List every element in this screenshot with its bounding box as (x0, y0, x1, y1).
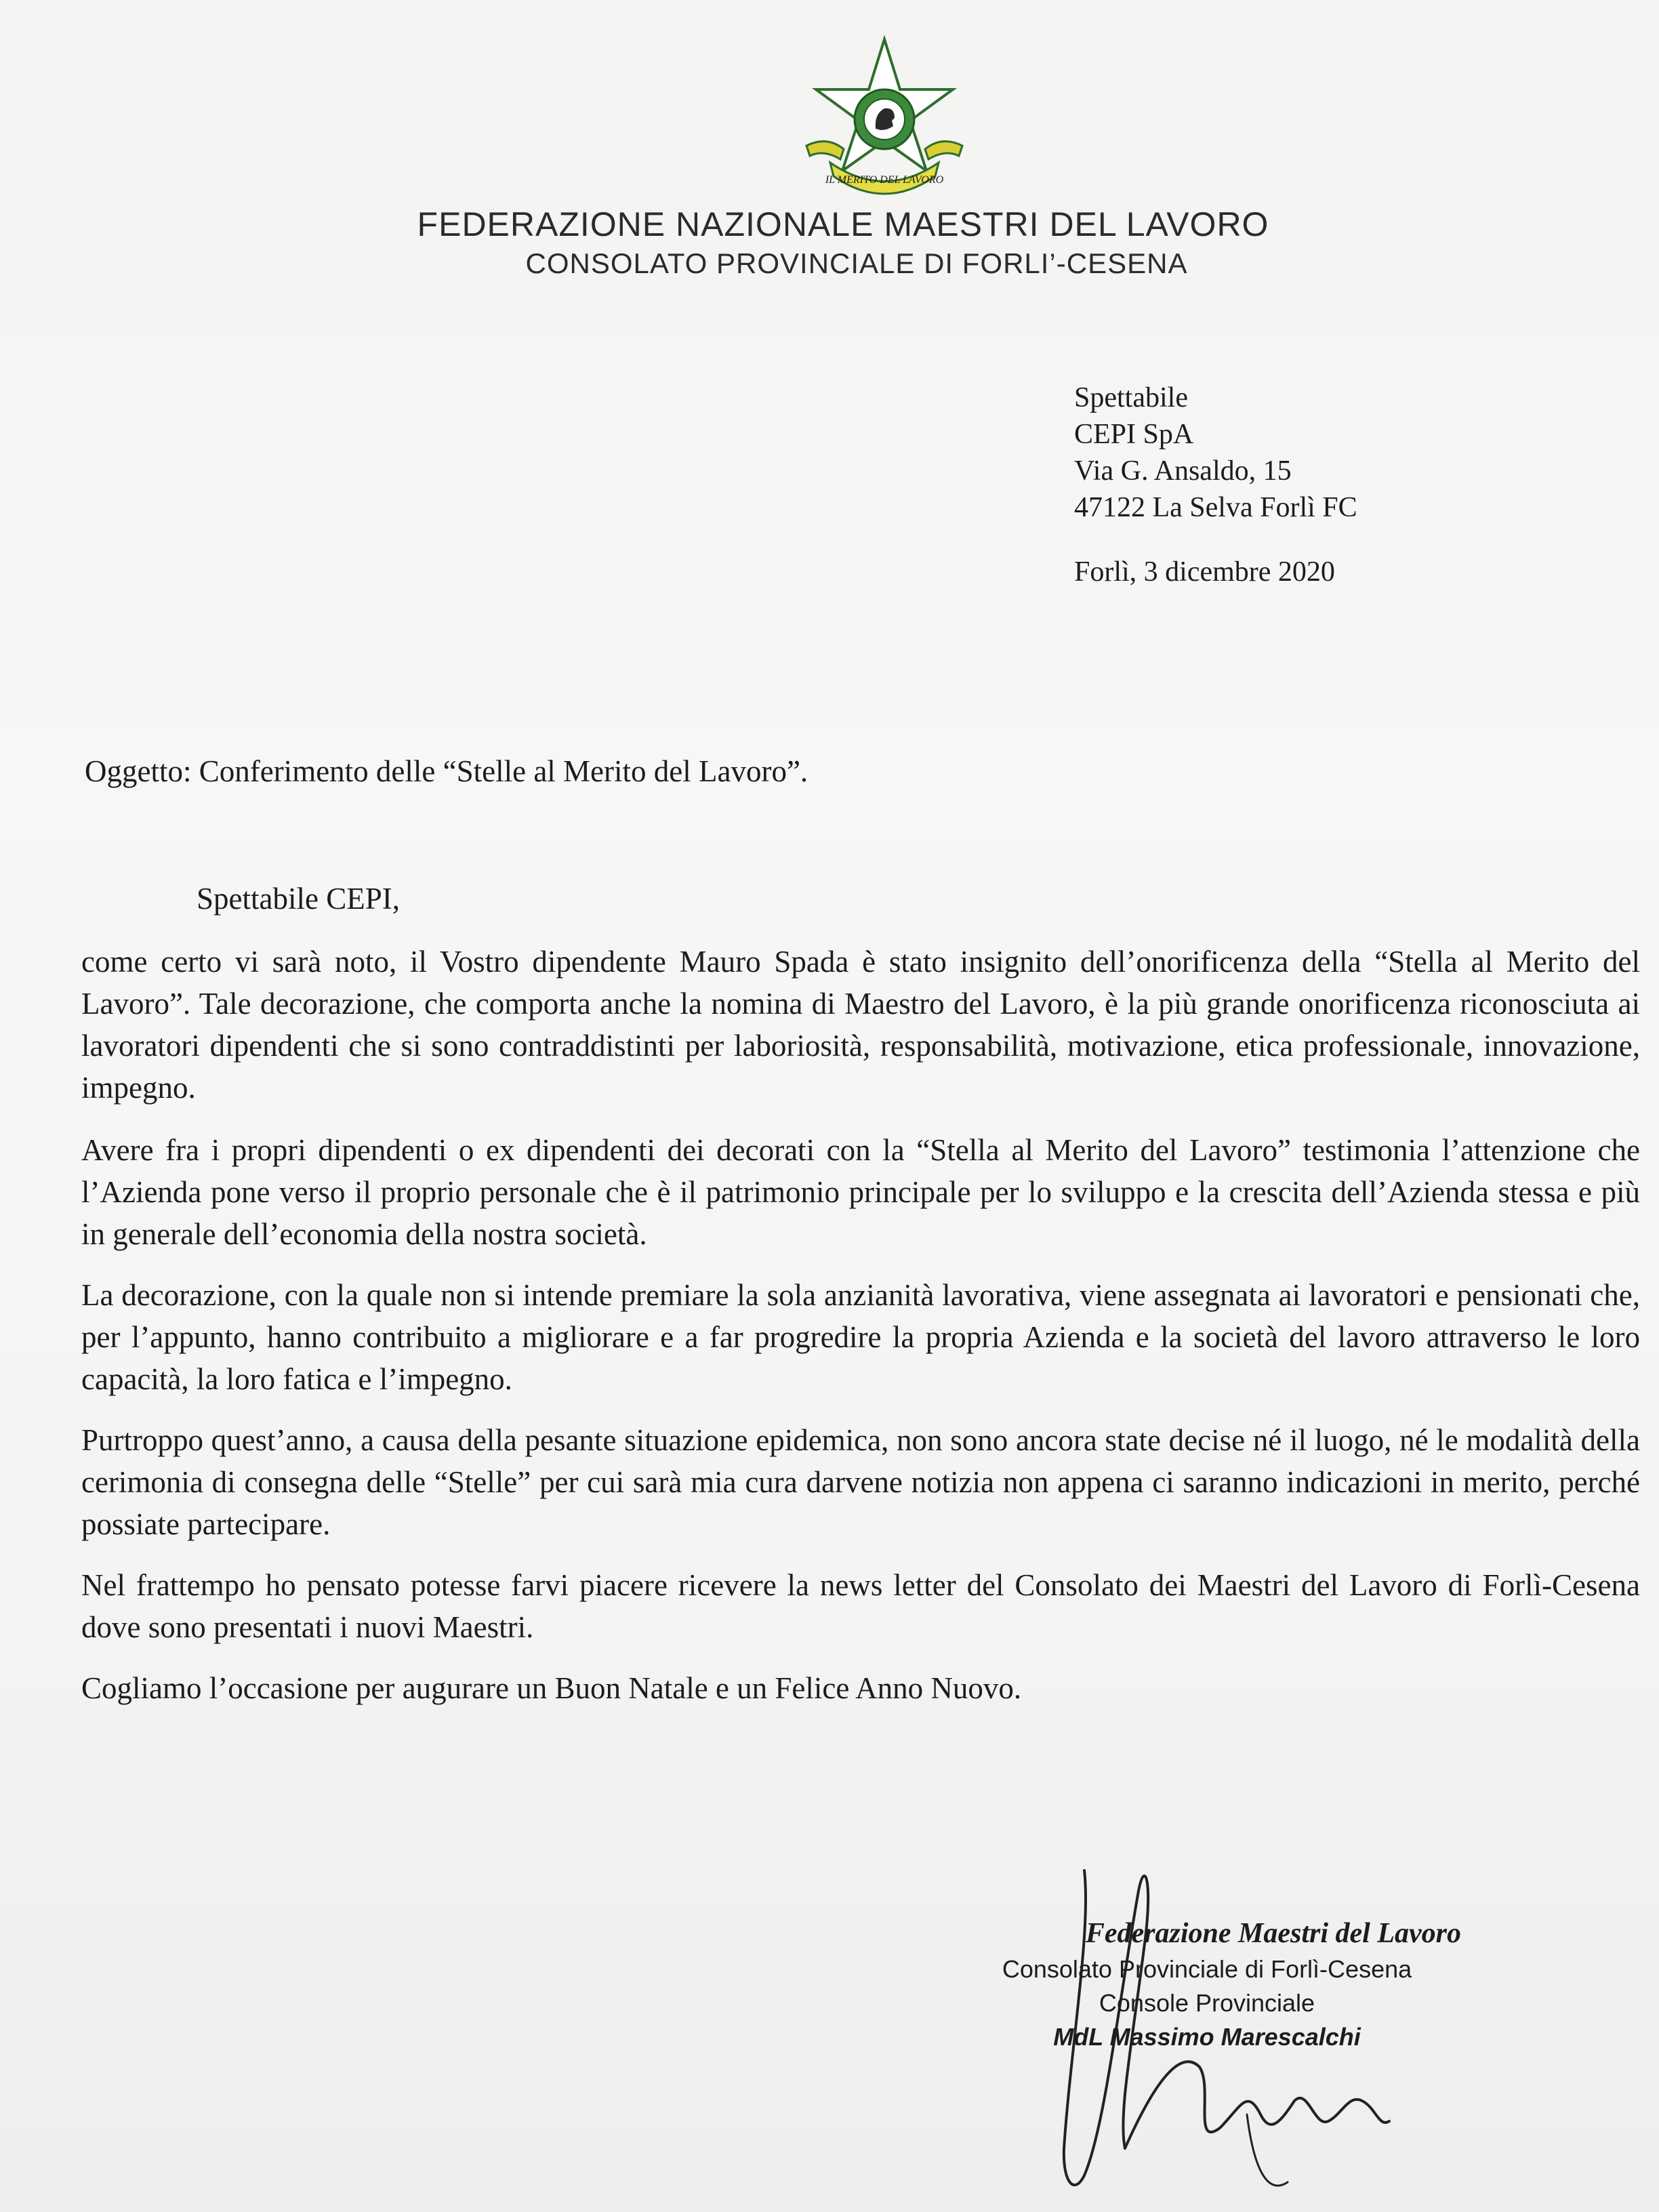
svg-text:IL MERITO DEL LAVORO: IL MERITO DEL LAVORO (825, 174, 944, 186)
body-paragraph: Nel frattempo ho pensato potesse farvi piacere ricevere la news letter del Consolato dei Maestri del Lavoro di Forlì-Cesena dove sono presentati i nuovi Maestri. (81, 1568, 1640, 1644)
star-emblem-icon (786, 34, 983, 203)
body-paragraph: La decorazione, con la quale non si intende premiare la sola anzianità lavorativa, viene assegnata ai lavoratori e pensionati che, per l’appunto, hanno contribuito a migliorare e a far progredire la propria Azienda e la società del lavoro attraverso le loro capacità, la loro fatica e l’impegno. (81, 1278, 1640, 1396)
body-paragraph: Avere fra i propri dipendenti o ex dipendenti dei decorati con la “Stella al Merito del Lavoro” testimonia l’attenzione che l’Azienda pone verso il proprio personale che è il patrimonio principale per lo sviluppo e la crescita dell’Azienda stessa e più in generale dell’economia della nostra società. (81, 1133, 1640, 1251)
recipient-line: CEPI SpA (1074, 419, 1194, 450)
org-name: FEDERAZIONE NAZIONALE MAESTRI DEL LAVORO (417, 205, 1269, 243)
letter-date: Forlì, 3 dicembre 2020 (1074, 556, 1335, 588)
letterhead (0, 203, 1659, 282)
signature-name: MdL Massimo Marescalchi (1053, 2023, 1361, 2051)
salutation: Spettabile CEPI, (197, 882, 400, 916)
signature-role: Console Provinciale (1099, 1989, 1315, 2017)
recipient-line: Via G. Ansaldo, 15 (1074, 455, 1292, 487)
recipient-line: Spettabile (1074, 382, 1188, 413)
recipient-address (1074, 380, 1357, 526)
body-paragraph: come certo vi sarà noto, il Vostro dipendente Mauro Spada è stato insignito dell’onorificenza della “Stella al Merito del Lavoro”. Tale decorazione, che comporta anche la nomina di Maestro del Lavoro, è la più grande onorificenza riconosciuta ai lavoratori dipendenti che si sono contraddistinti per laboriosità, responsabilità, motivazione, etica professionale, innovazione, impegno. (81, 945, 1640, 1105)
body-paragraph: Purtroppo quest’anno, a causa della pesante situazione epidemica, non sono ancora state decise né il luogo, né le modalità della cerimonia di consegna delle “Stelle” per cui sarà mia cura darvene notizia non appena ci saranno indicazioni in merito, perché possiate partecipare. (81, 1423, 1640, 1541)
signature-block (953, 1914, 1461, 2054)
signature-org: Federazione Maestri del Lavoro (1085, 1918, 1461, 1949)
signature-consolato: Consolato Provinciale di Forlì-Cesena (1002, 1955, 1412, 1983)
org-subname: CONSOLATO PROVINCIALE DI FORLI’-CESENA (525, 247, 1188, 279)
letter-body (81, 941, 1640, 1728)
closing-line: Cogliamo l’occasione per augurare un Buon Natale e un Felice Anno Nuovo. (81, 1671, 1022, 1705)
star-emblem-logo (786, 34, 983, 203)
subject-line: Oggetto: Conferimento delle “Stelle al Merito del Lavoro”. (85, 754, 808, 788)
recipient-line: 47122 La Selva Forlì FC (1074, 492, 1357, 523)
